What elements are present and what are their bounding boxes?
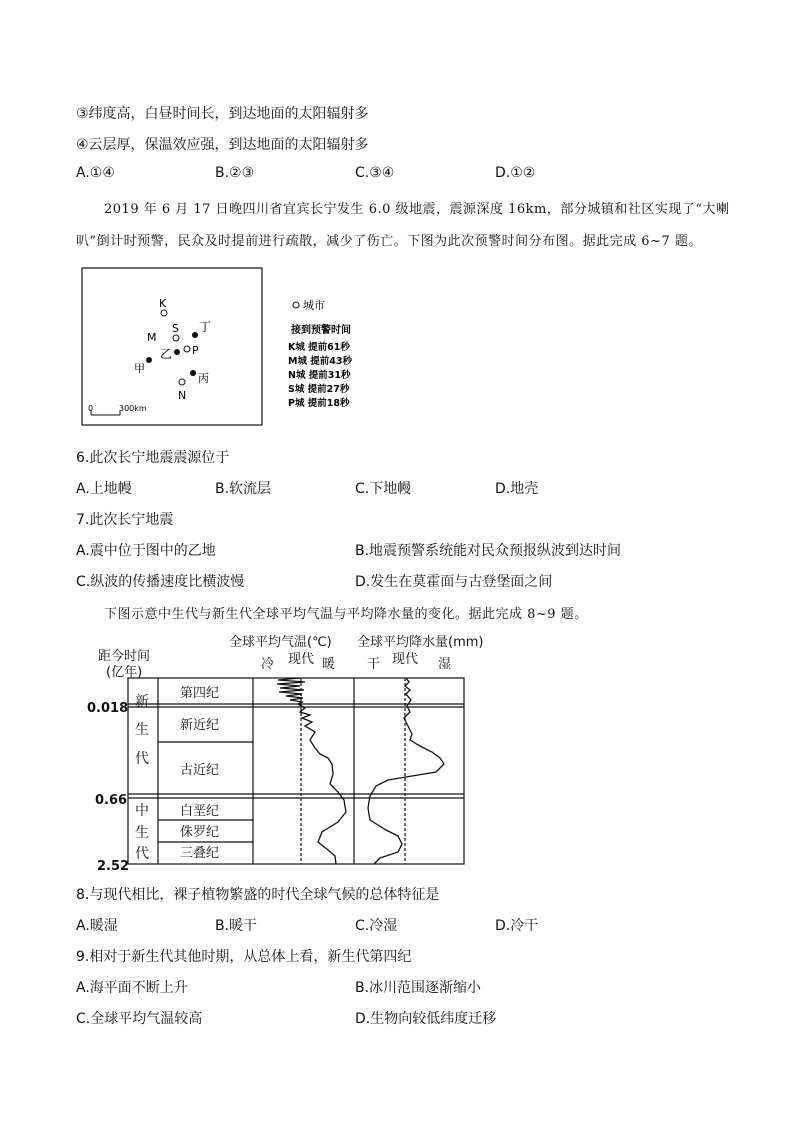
tick-0018: 0.018	[87, 701, 129, 716]
q8-choice-b: B.暖干	[215, 918, 258, 934]
tick-066: 0.66	[95, 793, 128, 808]
label-modern-temp: 现代	[288, 652, 315, 667]
q8-choice-a: A.暖湿	[76, 918, 118, 934]
tick-252: 2.52	[97, 859, 130, 874]
passage2-text: 下图示意中生代与新生代全球平均气温与平均降水量的变化。据此完成 8~9 题。	[104, 607, 588, 622]
q7-choice-a: A.震中位于图中的乙地	[76, 543, 216, 559]
q7-choice-d: D.发生在莫霍面与古登堡面之间	[355, 574, 553, 590]
label-m: M	[147, 331, 157, 344]
temperature-curve	[277, 678, 346, 864]
q9-choice-a: A.海平面不断上升	[76, 980, 188, 996]
label-p: P	[192, 344, 199, 357]
q7-stem: 7.此次长宁地震	[76, 512, 174, 528]
q9-choice-d: D.生物向较低纬度迁移	[355, 1011, 497, 1027]
prev-choice-c: C.③④	[355, 165, 395, 181]
scale-label: 300km	[119, 404, 147, 413]
label-dry: 干	[367, 657, 381, 672]
label-k: K	[159, 297, 167, 310]
q9-stem: 9.相对于新生代其他时期，从总体上看，新生代第四纪	[76, 949, 412, 965]
period-paleogene: 古近纪	[180, 763, 220, 778]
q7-choice-b: B.地震预警系统能对民众预报纵波到达时间	[355, 543, 622, 559]
label-ding: 丁	[199, 320, 212, 334]
label-jia: 甲	[134, 362, 145, 375]
chart-frame	[128, 678, 464, 864]
passage1-line2: 叭”倒计时预警，民众及时提前进行疏散，减少了伤亡。下图为此次预警时间分布图。据此完成 6~7 题。	[76, 234, 702, 249]
option-3-text: ③纬度高，白昼时间长，到达地面的太阳辐射多	[76, 106, 369, 122]
legend-row-n: N城 提前31秒	[288, 370, 351, 381]
period-neogene: 新近纪	[180, 718, 220, 733]
q6-stem: 6.此次长宁地震震源位于	[76, 450, 230, 466]
label-cold: 冷	[261, 657, 275, 672]
q9-choice-c: C.全球平均气温较高	[76, 1011, 203, 1027]
q6-choice-a: A.上地幔	[76, 481, 132, 497]
scale-zero: 0	[88, 404, 94, 413]
passage1-line1: 2019 年 6 月 17 日晚四川省宜宾长宁发生 6.0 级地震，震源深度 16km，部分城镇和社区实现了“大喇	[104, 202, 730, 217]
legend-row-k: K城 提前61秒	[288, 342, 350, 353]
q8-choice-c: C.冷湿	[355, 918, 398, 934]
period-jurassic: 侏罗纪	[180, 825, 220, 840]
era-mesozoic-2: 生	[135, 825, 149, 841]
era-mesozoic-1: 中	[135, 803, 149, 819]
period-triassic: 三叠纪	[180, 846, 220, 861]
period-quaternary: 第四纪	[180, 686, 220, 701]
q8-choice-d: D.冷干	[495, 918, 539, 934]
time-title-2: (亿年)	[106, 665, 143, 680]
prev-choice-d: D.①②	[495, 165, 536, 181]
legend-city-text: 城市	[303, 299, 325, 312]
label-n: N	[178, 389, 187, 402]
legend-row-s: S城 提前27秒	[288, 384, 350, 395]
label-yi: 乙	[160, 347, 173, 361]
prev-choice-a: A.①④	[76, 165, 115, 181]
option-4-text: ④云层厚，保温效应强，到达地面的太阳辐射多	[76, 137, 369, 153]
era-cenozoic-2: 生	[135, 722, 149, 738]
q9-choice-b: B.冰川范围逐渐缩小	[355, 980, 482, 996]
period-cretaceous: 白垩纪	[180, 804, 220, 819]
label-modern-precip: 现代	[392, 652, 419, 667]
prev-choice-b: B.②③	[215, 165, 255, 181]
label-bing: 丙	[198, 372, 209, 385]
era-mesozoic-3: 代	[135, 846, 149, 862]
precipitation-curve	[368, 678, 444, 864]
era-cenozoic-1: 新	[135, 694, 149, 710]
label-wet: 湿	[438, 657, 452, 672]
temp-title: 全球平均气温(℃)	[229, 635, 332, 650]
q6-choice-c: C.下地幔	[355, 481, 412, 497]
label-warm: 暖	[322, 657, 336, 672]
q7-choice-c: C.纵波的传播速度比横波慢	[76, 574, 245, 590]
era-cenozoic-3: 代	[135, 751, 149, 767]
q6-choice-d: D.地壳	[495, 481, 539, 497]
time-title-1: 距今时间	[98, 649, 151, 664]
precip-title: 全球平均降水量(mm)	[357, 635, 484, 650]
legend-title: 接到预警时间	[291, 325, 351, 336]
q6-choice-b: B.软流层	[215, 481, 272, 497]
legend-row-p: P城 提前18秒	[288, 398, 350, 409]
label-s: S	[172, 322, 179, 335]
legend-row-m: M城 提前43秒	[288, 356, 352, 367]
q8-stem: 8.与现代相比，裸子植物繁盛的时代全球气候的总体特征是	[76, 887, 440, 903]
